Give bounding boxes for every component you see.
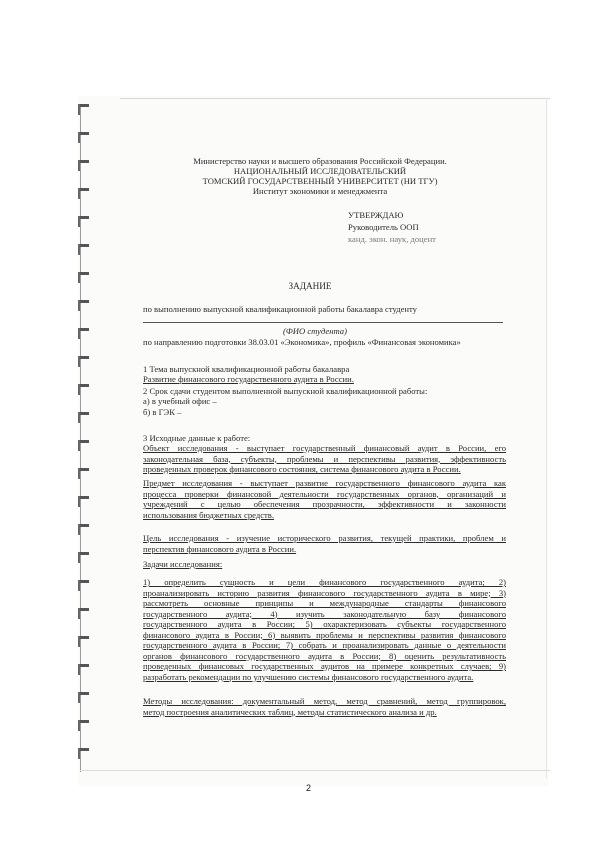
- tasks-line: государственного аудита в России; 5) охарактеризовать субъекты государственного: [143, 619, 506, 629]
- binding-tick: [78, 132, 89, 135]
- item2-label: 2 Срок сдачи студентом выполненной выпускной квалификационной работы:: [143, 386, 428, 396]
- item1-topic: Развитие финансового государственного аудита в России.: [143, 374, 354, 384]
- tasks-line: финансового аудита в России; 6) выявить проблемы и перспективы развития финансового: [143, 629, 506, 640]
- page-number: 2: [306, 783, 312, 793]
- binding-tick: [78, 160, 89, 163]
- student-name-line: [143, 322, 503, 323]
- object-paragraph: [143, 443, 506, 475]
- item1-label: 1 Тема выпускной квалификационной работы бакалавра: [143, 364, 350, 374]
- task-title: ЗАДАНИЕ: [288, 281, 332, 291]
- binding-tick: [78, 384, 89, 387]
- tasks-line: проанализировать историю развития финансового государственного аудита в мире; 3): [143, 587, 506, 598]
- binding-tick: [78, 552, 89, 555]
- subject-line: учреждений с целью обеспечения прозрачности, эффективности и законности: [143, 499, 506, 509]
- ministry-line: Министерство науки и высшего образования Российской Федерации.: [193, 156, 447, 166]
- binding-tick: [78, 580, 89, 583]
- approve-role: Руководитель ООП: [348, 222, 419, 232]
- binding-tick: [78, 692, 89, 695]
- scan-edge-top: [120, 98, 550, 99]
- subject-paragraph: [143, 478, 506, 520]
- goal-line: перспектив финансового аудита в России.: [143, 543, 297, 554]
- binding-tick: [78, 328, 89, 331]
- tasks-line: органов финансового государственного аудита в России; 8) оценить результативность: [143, 650, 506, 661]
- bottom-rule: [80, 770, 550, 771]
- tasks-line: 1) определить сущность и цели финансового государственного аудита; 2): [143, 577, 506, 587]
- item2-gek: б) в ГЭК –: [143, 407, 182, 417]
- binding-tick: [78, 300, 89, 303]
- binding-tick: [78, 244, 89, 247]
- binding-line: [80, 104, 81, 772]
- tasks-line: государственного аудита в России; 7) собрать и проанализировать данные о деятельности: [143, 640, 506, 650]
- tasks-line: государственного аудита; 4) изучить законодательную базу финансового: [143, 608, 506, 619]
- purpose-line: по выполнению выпускной квалификационной работы бакалавра студенту: [143, 304, 417, 314]
- object-line: законодательная база, субъекты, проблемы и перспективы развития, эффективность: [143, 453, 506, 464]
- binding-tick: [78, 104, 89, 107]
- scan-edge-right: [546, 98, 547, 778]
- tasks-line: рассмотреть основные принципы и международные стандарты финансового: [143, 598, 506, 608]
- binding-tick: [78, 524, 89, 527]
- approve-degree: канд. экон. наук, доцент: [348, 234, 436, 244]
- object-line: проведенных проверок финансового состояния, система финансового аудита в России.: [143, 464, 461, 474]
- binding-tick: [78, 496, 89, 499]
- binding-tick: [78, 468, 89, 471]
- binding-tick: [78, 748, 89, 751]
- binding-tick: [78, 216, 89, 219]
- subject-line: процесса проверки финансовой деятельности государственных органов, организаций и: [143, 488, 506, 499]
- tasks-line: разработать рекомендации по улучшению системы финансового государственного аудита.: [143, 671, 474, 682]
- methods-line: Методы исследования: документальный метод, метод сравнений, метод группировок,: [143, 696, 506, 706]
- binding-marks: [78, 104, 92, 774]
- goal-line: Цель исследования - изучение исторического развития, текущей практики, проблем и: [143, 533, 506, 543]
- binding-tick: [78, 636, 89, 639]
- tasks-paragraph: [143, 577, 506, 682]
- object-line: Объект исследования - выступает государственный финансовый аудит в России, его: [143, 443, 506, 453]
- binding-tick: [78, 608, 89, 611]
- approve-title: УТВЕРЖДАЮ: [348, 210, 404, 220]
- direction-line: по направлению подготовки 38.03.01 «Экономика», профиль «Финансовая экономика»: [143, 337, 461, 347]
- binding-tick: [78, 188, 89, 191]
- binding-tick: [78, 440, 89, 443]
- item3-label: 3 Исходные данные к работе:: [143, 433, 251, 443]
- university-line-2: ТОМСКИЙ ГОСУДАРСТВЕННЫЙ УНИВЕРСИТЕТ (НИ ТГУ): [202, 176, 438, 186]
- tasks-label: Задачи исследования:: [143, 559, 223, 569]
- fio-caption: (ФИО студента): [283, 326, 347, 336]
- binding-tick: [78, 664, 89, 667]
- tasks-line: проведенных финансовых государственных аудитов на примере конкретных случаев; 9): [143, 661, 506, 671]
- methods-line: метод построения аналитических таблиц, методы статистического анализа и др.: [143, 706, 437, 717]
- subject-line: Предмет исследования - выступает развитие государственного финансового аудита как: [143, 478, 506, 488]
- binding-tick: [78, 272, 89, 275]
- binding-tick: [78, 356, 89, 359]
- item2-office: а) в учебный офис –: [143, 396, 217, 406]
- university-line-1: НАЦИОНАЛЬНЫЙ ИССЛЕДОВАТЕЛЬСКИЙ: [233, 166, 407, 176]
- methods-paragraph: [143, 696, 506, 717]
- subject-line: использования бюджетных средств.: [143, 509, 275, 520]
- binding-tick: [78, 720, 89, 723]
- institute-line: Институт экономики и менеджмента: [252, 186, 388, 196]
- goal-paragraph: [143, 533, 506, 554]
- binding-tick: [78, 412, 89, 415]
